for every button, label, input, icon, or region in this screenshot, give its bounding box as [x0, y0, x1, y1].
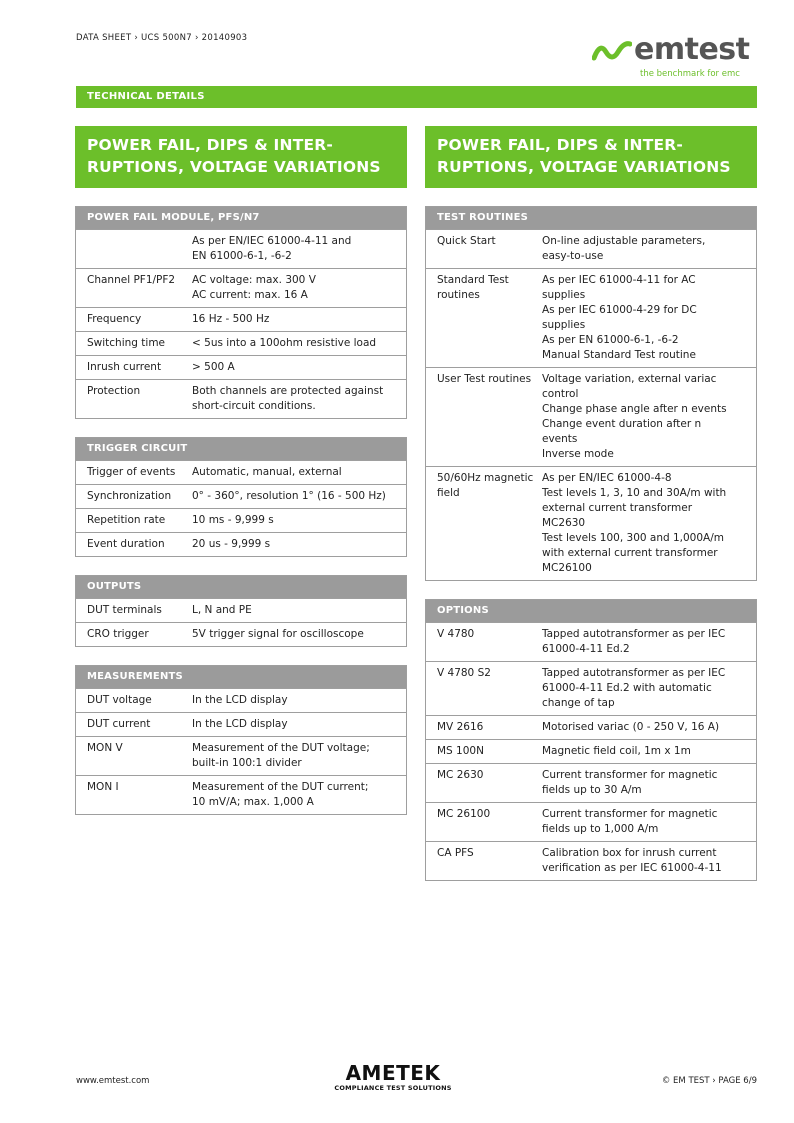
- table-heading: POWER FAIL MODULE, PFS/N7: [76, 207, 406, 229]
- wave-icon: [592, 40, 632, 64]
- row-value-line: Voltage variation, external variac: [542, 373, 717, 385]
- table-row: [426, 739, 756, 763]
- row-value-line: Calibration box for inrush current: [542, 847, 717, 859]
- row-value-line: Motorised variac (0 - 250 V, 16 A): [542, 721, 720, 733]
- left-column: [75, 126, 407, 815]
- row-value-line: 20 us - 9,999 s: [192, 538, 271, 550]
- row-key: CRO trigger: [87, 628, 149, 640]
- row-value-line: Both channels are protected against: [192, 385, 384, 397]
- spec-table: [75, 206, 407, 419]
- title-line-1: POWER FAIL, DIPS & INTER-: [437, 136, 684, 154]
- row-value-line: 5V trigger signal for oscilloscope: [192, 628, 364, 640]
- row-key-line: routines: [437, 289, 480, 301]
- row-value-line: Test levels 100, 300 and 1,000A/m: [542, 532, 724, 544]
- row-value: [542, 627, 756, 657]
- row-value-line: built-in 100:1 divider: [192, 757, 302, 769]
- table-row: [76, 484, 406, 508]
- row-key-line: field: [437, 487, 460, 499]
- row-value: [542, 273, 756, 363]
- row-value: [542, 234, 756, 264]
- row-value-line: MC2630: [542, 517, 586, 529]
- row-value: [192, 336, 406, 351]
- spec-table: [75, 665, 407, 815]
- ametek-name: AMETEK: [345, 1061, 441, 1085]
- row-value-line: As per IEC 61000-4-29 for DC: [542, 304, 697, 316]
- table-heading: OPTIONS: [426, 600, 756, 622]
- table-heading: TRIGGER CIRCUIT: [76, 438, 406, 460]
- section-title: [425, 126, 757, 188]
- row-key: [426, 471, 542, 576]
- row-value-line: 16 Hz - 500 Hz: [192, 313, 270, 325]
- row-value-line: Inverse mode: [542, 448, 614, 460]
- logo-tagline: the benchmark for emc: [640, 69, 740, 79]
- row-key: Channel PF1/PF2: [87, 274, 176, 286]
- row-value: [192, 312, 406, 327]
- row-value-line: EN 61000-6-1, -6-2: [192, 250, 292, 262]
- row-value-line: with external current transformer: [542, 547, 718, 559]
- row-value: [192, 603, 406, 618]
- row-value: [542, 846, 756, 876]
- table-row: [76, 508, 406, 532]
- row-value: [192, 489, 406, 504]
- row-value-line: < 5us into a 100ohm resistive load: [192, 337, 377, 349]
- row-value-line: Tapped autotransformer as per IEC: [542, 667, 726, 679]
- title-line-2: RUPTIONS, VOLTAGE VARIATIONS: [87, 158, 381, 176]
- row-value: [192, 627, 406, 642]
- row-value-line: change of tap: [542, 697, 615, 709]
- row-value-line: Change phase angle after n events: [542, 403, 727, 415]
- row-value: [542, 372, 756, 462]
- row-value-line: As per EN/IEC 61000-4-11 and: [192, 235, 352, 247]
- table-row: [76, 355, 406, 379]
- ametek-sub: COMPLIANCE TEST SOLUTIONS: [334, 1084, 452, 1092]
- title-line-2: RUPTIONS, VOLTAGE VARIATIONS: [437, 158, 731, 176]
- row-value-line: Magnetic field coil, 1m x 1m: [542, 745, 691, 757]
- row-value-line: Current transformer for magnetic: [542, 769, 718, 781]
- row-value-line: short-circuit conditions.: [192, 400, 316, 412]
- row-value-line: As per EN/IEC 61000-4-8: [542, 472, 672, 484]
- table-row: [426, 841, 756, 880]
- table-row: [426, 466, 756, 580]
- row-key: [76, 234, 192, 264]
- row-key: DUT voltage: [87, 694, 152, 706]
- website-link[interactable]: www.emtest.com: [76, 1076, 150, 1086]
- row-value-line: As per IEC 61000-4-11 for AC: [542, 274, 696, 286]
- logo-word: emtest: [634, 32, 750, 67]
- emtest-logo: [592, 34, 762, 82]
- section-title: [75, 126, 407, 188]
- row-value: [192, 234, 406, 264]
- row-value-line: Measurement of the DUT current;: [192, 781, 369, 793]
- row-value-line: events: [542, 433, 578, 445]
- row-value-line: fields up to 30 A/m: [542, 784, 642, 796]
- table-row: [76, 460, 406, 484]
- row-key-line: Standard Test: [437, 274, 509, 286]
- table-row: [426, 367, 756, 466]
- row-value-line: fields up to 1,000 A/m: [542, 823, 659, 835]
- row-value-line: In the LCD display: [192, 718, 288, 730]
- spec-table: [75, 575, 407, 647]
- right-column: [425, 126, 757, 881]
- row-value-line: On-line adjustable parameters,: [542, 235, 706, 247]
- row-key: Repetition rate: [87, 514, 166, 526]
- row-key: MC 26100: [437, 808, 491, 820]
- row-value-line: verification as per IEC 61000-4-11: [542, 862, 722, 874]
- row-value: [192, 360, 406, 375]
- table-row: [76, 532, 406, 556]
- row-value-line: AC current: max. 16 A: [192, 289, 308, 301]
- row-value-line: L, N and PE: [192, 604, 252, 616]
- table-heading: MEASUREMENTS: [76, 666, 406, 688]
- table-row: [76, 736, 406, 775]
- table-row: [76, 268, 406, 307]
- row-key: MON V: [87, 742, 123, 754]
- table-row: [426, 802, 756, 841]
- row-key: Switching time: [87, 337, 166, 349]
- row-value: [192, 513, 406, 528]
- row-value: [192, 273, 406, 303]
- row-value-line: control: [542, 388, 579, 400]
- spec-table: [425, 206, 757, 581]
- row-value-line: easy-to-use: [542, 250, 604, 262]
- table-heading: OUTPUTS: [76, 576, 406, 598]
- table-row: [76, 598, 406, 622]
- table-row: [76, 622, 406, 646]
- spec-table: [75, 437, 407, 557]
- row-key: V 4780 S2: [437, 667, 491, 679]
- row-value: [192, 693, 406, 708]
- row-value-line: 0° - 360°, resolution 1° (16 - 500 Hz): [192, 490, 386, 502]
- row-key: DUT current: [87, 718, 151, 730]
- row-value: [542, 471, 756, 576]
- row-value-line: 61000-4-11 Ed.2: [542, 643, 630, 655]
- row-value: [192, 717, 406, 732]
- table-row: [426, 661, 756, 715]
- row-value-line: Automatic, manual, external: [192, 466, 342, 478]
- row-key: MON I: [87, 781, 119, 793]
- row-value-line: 61000-4-11 Ed.2 with automatic: [542, 682, 712, 694]
- row-value-line: 10 mV/A; max. 1,000 A: [192, 796, 314, 808]
- row-key: Frequency: [87, 313, 142, 325]
- row-key-line: 50/60Hz magnetic: [437, 472, 534, 484]
- ametek-logo: [331, 1063, 455, 1095]
- row-key: Quick Start: [437, 235, 496, 247]
- table-row: [426, 622, 756, 661]
- row-value-line: AC voltage: max. 300 V: [192, 274, 316, 286]
- row-value: [542, 768, 756, 798]
- row-value-line: As per EN 61000-6-1, -6-2: [542, 334, 679, 346]
- row-value: [192, 780, 406, 810]
- section-bar: TECHNICAL DETAILS: [76, 86, 757, 108]
- row-value-line: Measurement of the DUT voltage;: [192, 742, 370, 754]
- breadcrumb: DATA SHEET › UCS 500N7 › 20140903: [76, 33, 248, 43]
- row-value-line: Tapped autotransformer as per IEC: [542, 628, 726, 640]
- row-value-line: supplies: [542, 289, 586, 301]
- row-value-line: Current transformer for magnetic: [542, 808, 718, 820]
- row-key: Synchronization: [87, 490, 172, 502]
- row-key: [426, 273, 542, 363]
- row-value-line: MC26100: [542, 562, 592, 574]
- row-key: MC 2630: [437, 769, 484, 781]
- table-row: [426, 229, 756, 268]
- row-key: Trigger of events: [87, 466, 176, 478]
- row-value: [542, 720, 756, 735]
- row-value-line: > 500 A: [192, 361, 235, 373]
- row-key: Event duration: [87, 538, 165, 550]
- page-number: © EM TEST › PAGE 6/9: [661, 1076, 757, 1086]
- row-value-line: Manual Standard Test routine: [542, 349, 696, 361]
- row-value-line: supplies: [542, 319, 586, 331]
- row-value-line: Change event duration after n: [542, 418, 702, 430]
- row-value: [542, 666, 756, 711]
- table-row: [76, 712, 406, 736]
- row-value-line: 10 ms - 9,999 s: [192, 514, 274, 526]
- row-key: CA PFS: [437, 847, 474, 859]
- row-value: [192, 537, 406, 552]
- table-row: [76, 775, 406, 814]
- row-value-line: external current transformer: [542, 502, 693, 514]
- row-key: MV 2616: [437, 721, 484, 733]
- row-key: User Test routines: [437, 373, 532, 385]
- row-value: [542, 744, 756, 759]
- row-key: Protection: [87, 385, 141, 397]
- table-row: [426, 763, 756, 802]
- row-value: [192, 465, 406, 480]
- table-heading: TEST ROUTINES: [426, 207, 756, 229]
- spec-table: [425, 599, 757, 881]
- row-key: Inrush current: [87, 361, 162, 373]
- table-row: [76, 331, 406, 355]
- row-value-line: In the LCD display: [192, 694, 288, 706]
- table-row: [76, 229, 406, 268]
- row-key: DUT terminals: [87, 604, 162, 616]
- table-row: [76, 688, 406, 712]
- title-line-1: POWER FAIL, DIPS & INTER-: [87, 136, 334, 154]
- table-row: [426, 268, 756, 367]
- table-row: [76, 307, 406, 331]
- row-value: [192, 384, 406, 414]
- row-key: V 4780: [437, 628, 475, 640]
- row-value: [542, 807, 756, 837]
- table-row: [76, 379, 406, 418]
- row-value-line: Test levels 1, 3, 10 and 30A/m with: [542, 487, 727, 499]
- table-row: [426, 715, 756, 739]
- row-value: [192, 741, 406, 771]
- row-key: MS 100N: [437, 745, 484, 757]
